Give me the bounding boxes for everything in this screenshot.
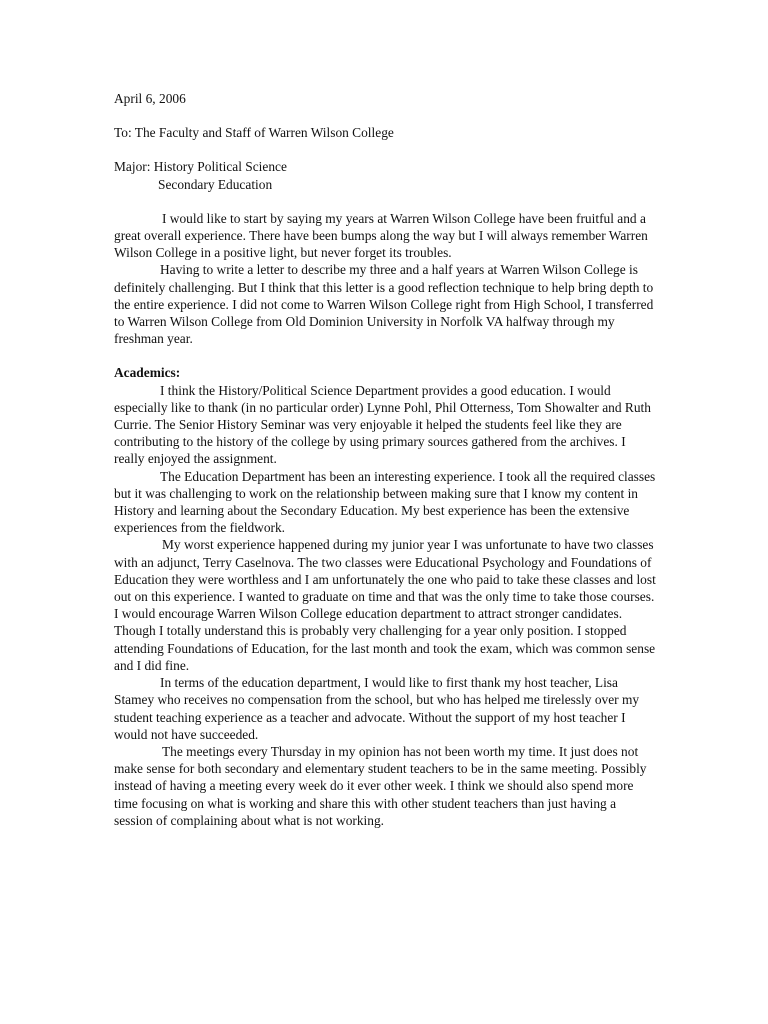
academics-paragraph-1: I think the History/Political Science Department provides a good education. I would especially like to thank (in no particular order) Lynne Pohl, Phil Otterness, Tom Showalter and Ruth Currie. The Senior History Seminar was very enjoyable it helped the students feel like they are contributing to the history of the college by using primary sources gathered from the archives. I really enjoyed the assignment. <box>114 382 651 467</box>
major-block <box>114 158 658 192</box>
major-line: Major: History Political Science <box>114 159 287 175</box>
letter-recipient: To: The Faculty and Staff of Warren Wilson College <box>114 125 394 141</box>
academics-paragraph-2: The Education Department has been an interesting experience. I took all the required classes but it was challenging to work on the relationship between making sure that I know my content in History and learning about the Secondary Education. My best experience has been the extensive experiences from the fieldwork. <box>114 468 656 536</box>
academics-paragraph-5: The meetings every Thursday in my opinion has not been worth my time. It just does not make sense for both secondary and elementary student teachers to be in the same meeting. Possibly instead of having a meeting every week do it ever other week. I think we should also spend more time focusing on what is working and share this with other student teachers than just having a session of complaining about what is not working. <box>114 743 647 828</box>
intro-paragraph-1: I would like to start by saying my years at Warren Wilson College have been fruitful and a great overall experience. There have been bumps along the way but I will always remember Warren Wilson College in a positive light, but never forget its troubles. <box>114 210 648 261</box>
academics-section <box>114 382 658 829</box>
academics-heading: Academics: <box>114 365 181 381</box>
intro-paragraph-2: Having to write a letter to describe my three and a half years at Warren Wilson College is definitely challenging. But I think that this letter is a good reflection technique to help bring depth to the entire experience. I did not come to Warren Wilson College right from High School, I transferred to Warren Wilson College from Old Dominion University in Norfolk VA halfway through my freshman year. <box>114 262 654 347</box>
academics-paragraph-3: My worst experience happened during my junior year I was unfortunate to have two classes with an adjunct, Terry Caselnova. The two classes were Educational Psychology and Foundations of Education they were worthless and I am unfortunately the one who paid to take these classes and lost out on this experience. I wanted to graduate on time and that was the only time to take those courses. I would encourage Warren Wilson College education department to attract stronger candidates. Though I totally understand this is probably very challenging for a year only position. I stopped attending Foundations of Education, for the last month and took the exam, which was common sense and I did fine. <box>114 537 656 673</box>
letter-date: April 6, 2006 <box>114 91 186 106</box>
academics-paragraph-4: In terms of the education department, I would like to first thank my host teacher, Lisa Stamey who receives no compensation from the school, but who has helped me tirelessly over my student teaching experience as a teacher and advocate. Without the support of my host teacher I would not have succeeded. <box>114 675 640 742</box>
intro-section <box>114 210 658 348</box>
major-line-secondary: Secondary Education <box>158 176 273 192</box>
